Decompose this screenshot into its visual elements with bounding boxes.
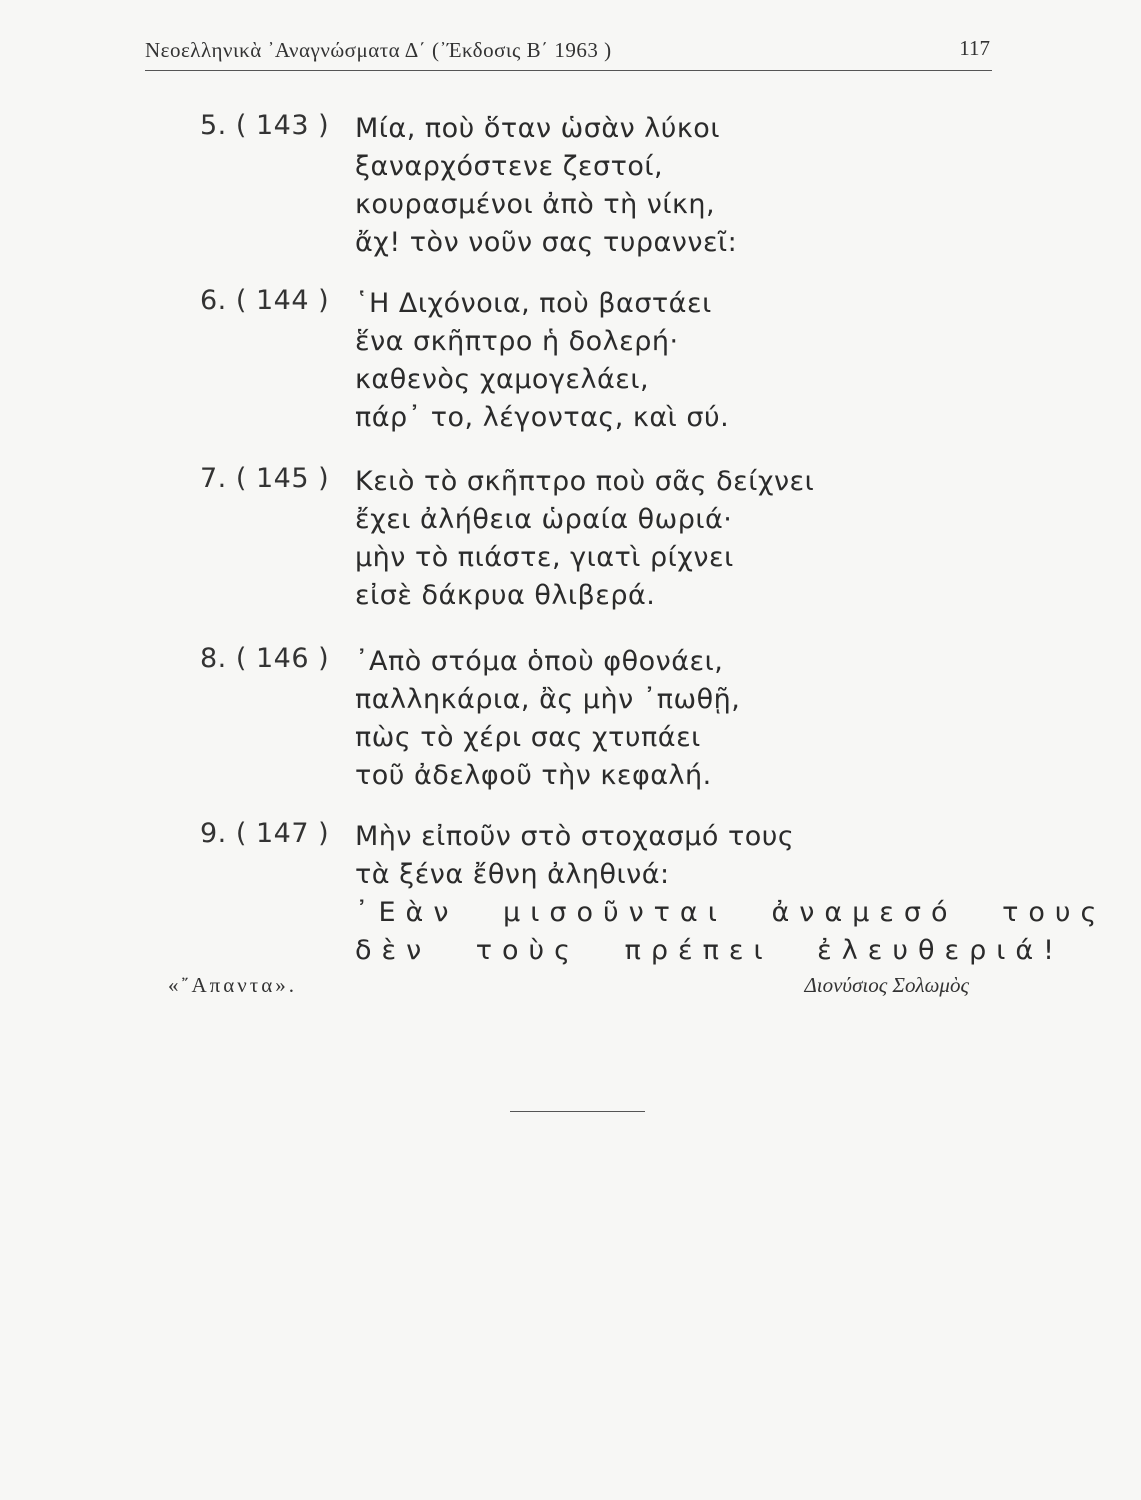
stanza-number: 9. ( 147 ) xyxy=(200,818,330,849)
stanza-number: 7. ( 145 ) xyxy=(200,463,330,494)
verse-line: καθενὸς χαμογελάει, xyxy=(355,364,650,395)
book-title: Νεοελληνικὰ ᾿Αναγνώσματα Δ΄ (᾿Έκδοσις Β΄ 1963 ) xyxy=(145,38,612,62)
verse-line: παλληκάρια, ἂς μὴν ᾿πωθῇ, xyxy=(355,684,741,715)
verse-line: τὰ ξένα ἔθνη ἀληθινά: xyxy=(355,859,670,890)
verse-line: Μὴν εἰποῦν στὸ στοχασμό τους xyxy=(355,821,795,852)
verse-line: τοῦ ἀδελφοῦ τὴν κεφαλή. xyxy=(355,760,712,791)
header-rule xyxy=(145,70,992,71)
verse-line: ξαναρχόστενε ζεστοί, xyxy=(355,151,664,182)
verse-line: πὼς τὸ χέρι σας χτυπάει xyxy=(355,722,701,753)
stanza-number: 8. ( 146 ) xyxy=(200,643,330,674)
verse-line: Μία, ποὺ ὅταν ὡσὰν λύκοι xyxy=(355,113,720,144)
end-rule xyxy=(510,1111,645,1112)
verse-line: κουρασμένοι ἀπὸ τὴ νίκη, xyxy=(355,189,716,220)
verse-line: ᾿Απὸ στόμα ὁποὺ φθονάει, xyxy=(355,646,724,677)
verse-line: πάρ᾿ το, λέγοντας, καὶ σύ. xyxy=(355,402,730,433)
verse-line: ἕνα σκῆπτρο ἡ δολερή· xyxy=(355,326,679,357)
page-header xyxy=(145,38,992,72)
verse-line: ἔχει ἀλήθεια ὡραία θωριά· xyxy=(355,504,733,535)
verse-line-spaced: ᾿Εὰν μισοῦνται ἀναμεσό τους xyxy=(355,897,1107,928)
verse-line-spaced: δὲν τοὺς πρέπει ἐλευθεριά! xyxy=(355,935,1064,966)
stanza-number: 5. ( 143 ) xyxy=(200,110,330,141)
verse-line: μὴν τὸ πιάστε, γιατὶ ρίχνει xyxy=(355,542,734,573)
stanza-number: 6. ( 144 ) xyxy=(200,285,330,316)
author-name: Διονύσιος Σολωμὸς xyxy=(804,973,969,997)
page-number: 117 xyxy=(959,36,990,60)
verse-line: εἰσὲ δάκρυα θλιβερά. xyxy=(355,580,656,611)
source-title: «῎Απαντα». xyxy=(168,973,297,997)
verse-line: ἄχ! τὸν νοῦν σας τυραννεῖ: xyxy=(355,227,738,258)
verse-line: ῾Η Διχόνοια, ποὺ βαστάει xyxy=(355,288,712,319)
verse-line: Κειὸ τὸ σκῆπτρο ποὺ σᾶς δείχνει xyxy=(355,466,815,497)
